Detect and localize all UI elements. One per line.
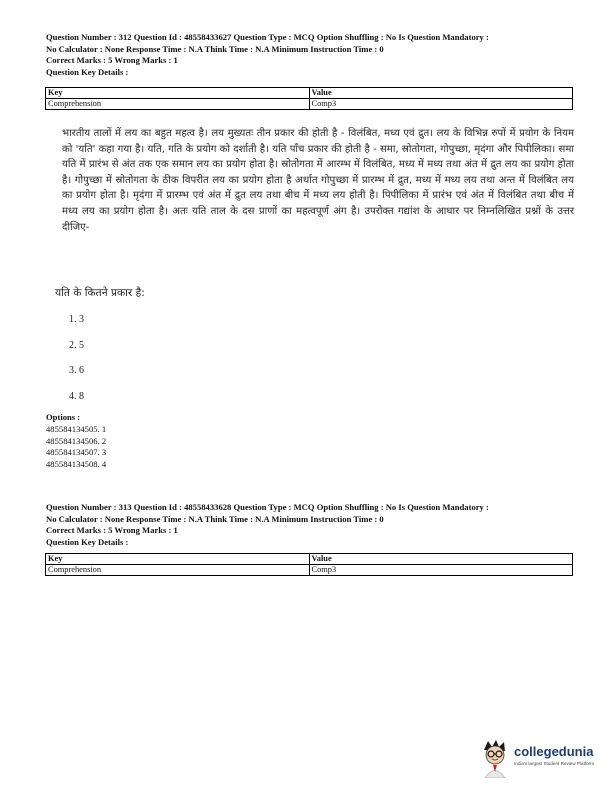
marks-line: Correct Marks : 5 Wrong Marks : 1 bbox=[46, 525, 178, 535]
logo-tagline: India's largest Student Review Platform bbox=[514, 761, 595, 766]
question-meta-line1: Question Number : 313 Question Id : 48558433628 Question Type : MCQ Option Shuffling : No Is Question Mandatory : bbox=[46, 502, 489, 512]
answer-choice: 2. 5 bbox=[69, 340, 84, 351]
answer-choice: 4. 8 bbox=[69, 391, 84, 402]
value-cell: Comp3 bbox=[309, 99, 573, 110]
key-details-title: Question Key Details : bbox=[46, 66, 129, 77]
table-row bbox=[46, 99, 573, 110]
question-meta-line2: No Calculator : None Response Time : N.A Think Time : N.A Minimum Instruction Time : 0 bbox=[46, 43, 384, 54]
options-title: Options : bbox=[46, 412, 81, 422]
answer-choice: 3. 6 bbox=[69, 365, 84, 376]
value-header: Value bbox=[309, 88, 573, 99]
key-cell: Comprehension bbox=[46, 565, 310, 576]
student-mascot-icon bbox=[478, 738, 512, 778]
question-meta-line1: Question Number : 312 Question Id : 48558433627 Question Type : MCQ Option Shuffling : No Is Question Mandatory : bbox=[46, 32, 489, 42]
option-item: 485584134506. 2 bbox=[46, 435, 107, 446]
logo-wordmark: collegedunia bbox=[514, 744, 594, 759]
key-cell: Comprehension bbox=[46, 99, 310, 110]
key-details-table bbox=[45, 553, 573, 576]
option-item: 485584134507. 3 bbox=[46, 447, 107, 458]
marks-line: Correct Marks : 5 Wrong Marks : 1 bbox=[46, 55, 178, 65]
key-header: Key bbox=[46, 88, 310, 99]
question-text: यति के कितने प्रकार है: bbox=[55, 287, 145, 299]
question-header bbox=[46, 502, 574, 548]
key-header: Key bbox=[46, 554, 310, 565]
table-row bbox=[46, 565, 573, 576]
options-list bbox=[46, 412, 106, 471]
question-header bbox=[46, 32, 574, 78]
question-meta-line2: No Calculator : None Response Time : N.A Think Time : N.A Minimum Instruction Time : 0 bbox=[46, 513, 384, 524]
answer-choice: 1. 3 bbox=[69, 314, 84, 325]
table-header-row bbox=[46, 554, 573, 565]
key-details-table bbox=[45, 87, 573, 110]
value-header: Value bbox=[309, 554, 573, 565]
option-item: 485584134508. 4 bbox=[46, 459, 107, 470]
key-details-title: Question Key Details : bbox=[46, 536, 129, 547]
collegedunia-logo bbox=[478, 738, 608, 778]
option-item: 485584134505. 1 bbox=[46, 423, 107, 434]
comprehension-passage: भारतीय तालों में लय का बहुत महत्व है। लय मुख्यतः तीन प्रकार की होती है - विलंबित, मध्य एवं द्रुत। लय के विभिन्न रुपों में प्रयोग के नियम को 'यति' कहा गया है। यति, गति के प्रयोग को दर्शाती है। यति पाँच प्रकार की होती है - समा, स्रोतोगता, गोपुच्छा, मृदंगा और पिपीलिका। समा यति में प्रारंभ से अंत तक एक समान लय का प्रयोग होता है। स्रोतोगता में आरम्भ में विलंबित, मध्य में मध्य तथा अंत में द्रुत लय का प्रयोग होता है। गोपुच्छा में स्रोतोगता के ठीक विपरीत लय का प्रयोग होता है अर्थात गोपुच्छा में प्रारम्भ में द्रुत, मध्य में मध्य लय तथा अन्त में विलंबित लय का प्रयोग होता है। मृदंगा में प्रारम्भ एवं अंत में द्रुत लय तथा बीच में मध्य लय होती है। पिपीलिका में प्रारंभ एवं अंत में विलंबित तथा बीच में मध्य लय का प्रयोग होता है। अतः यति ताल के दस प्राणों का महत्वपूर्ण अंग है। उपरोक्त गद्यांश के आधार पर निम्नलिखित प्रश्नों के उत्तर दीजिए- bbox=[62, 128, 574, 233]
value-cell: Comp3 bbox=[309, 565, 573, 576]
table-header-row bbox=[46, 88, 573, 99]
